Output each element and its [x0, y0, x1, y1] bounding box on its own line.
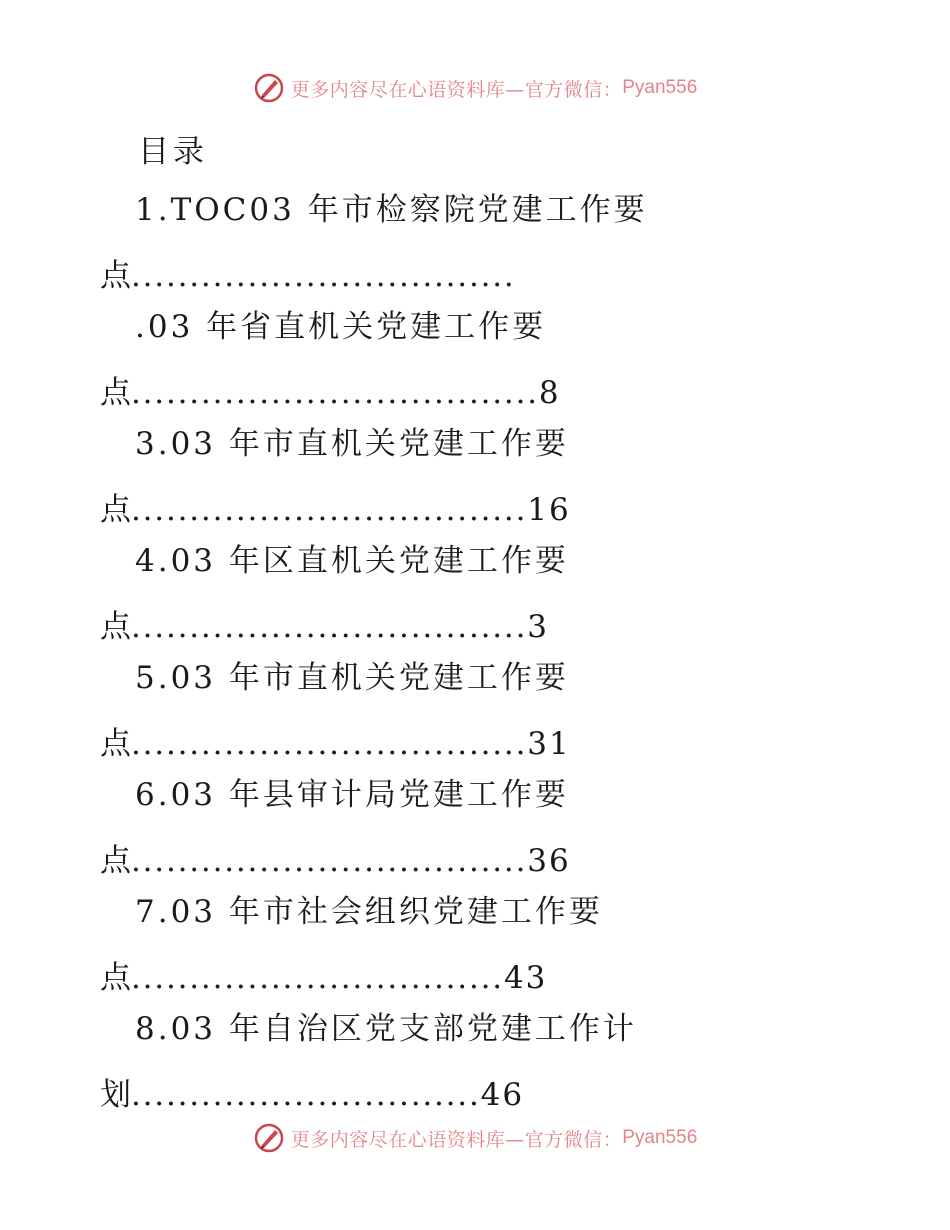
toc-entry-title: 6.03 年县审计局党建工作要 [135, 777, 569, 813]
toc-entry-title: 8.03 年自治区党支部党建工作计 [135, 1011, 637, 1047]
toc-entry-title: 5.03 年市直机关党建工作要 [135, 660, 569, 696]
footer-banner [0, 1122, 950, 1154]
toc-entry-dots: .................................. [131, 843, 528, 879]
toc-entry-title: 1.TOC03 年市检察院党建工作要 [135, 192, 648, 228]
banner-text: 更多内容尽在心语资料库—官方微信： [290, 78, 623, 101]
toc-entry-lead-char: 点 [100, 258, 131, 294]
toc-heading: 目录 [138, 134, 208, 170]
banner-text: 更多内容尽在心语资料库—官方微信： [290, 1128, 623, 1151]
toc-entry-page-number: 43 [503, 960, 548, 996]
toc-entry-lead-char: 划 [100, 1077, 131, 1113]
toc-entry-lead-char: 点 [100, 726, 131, 762]
toc-entry-leader [100, 250, 516, 295]
toc-entry-leader [100, 601, 549, 646]
toc-entry-leader [100, 367, 561, 412]
toc-entry-lead-char: 点 [100, 375, 131, 411]
toc-entry-title: 3.03 年市直机关党建工作要 [135, 426, 569, 462]
toc-entry-leader [100, 718, 571, 763]
toc-entry-page-number: 16 [527, 492, 571, 528]
toc-entry-page-number: 46 [480, 1077, 525, 1113]
header-banner [0, 72, 950, 104]
toc-entry-page-number: 8 [538, 375, 561, 411]
toc-entry-leader [100, 1069, 524, 1114]
banner-wechat-id: Pyan556 [622, 1127, 698, 1148]
toc-entry-dots: .................................. [131, 609, 528, 645]
toc-entry-dots: ................................. [131, 258, 516, 294]
toc-entry-dots: ................................ [131, 960, 504, 996]
toc-entry-leader [100, 484, 571, 529]
toc-entry-page-number: 36 [527, 843, 571, 879]
toc-entry-lead-char: 点 [100, 960, 131, 996]
toc-entry-lead-char: 点 [100, 843, 131, 879]
toc-entry-lead-char: 点 [100, 492, 131, 528]
toc-entry-leader [100, 952, 547, 997]
toc-entry-page-number: 31 [527, 726, 571, 762]
pen-logo-icon [253, 72, 285, 104]
pen-logo-icon [253, 1122, 285, 1154]
toc-entry-title: 7.03 年市社会组织党建工作要 [135, 894, 603, 930]
toc-entry-leader [100, 835, 571, 880]
toc-entry-dots: .................................. [131, 492, 528, 528]
toc-entry-lead-char: 点 [100, 609, 131, 645]
toc-entry-dots: ................................... [131, 375, 539, 411]
toc-entry-title: 4.03 年区直机关党建工作要 [135, 543, 569, 579]
toc-entry-dots: .................................. [131, 726, 528, 762]
toc-entry-title: .03 年省直机关党建工作要 [135, 309, 547, 345]
toc-entry-dots: .............................. [131, 1077, 481, 1113]
toc-entry-page-number: 3 [527, 609, 549, 645]
banner-wechat-id: Pyan556 [622, 77, 698, 98]
